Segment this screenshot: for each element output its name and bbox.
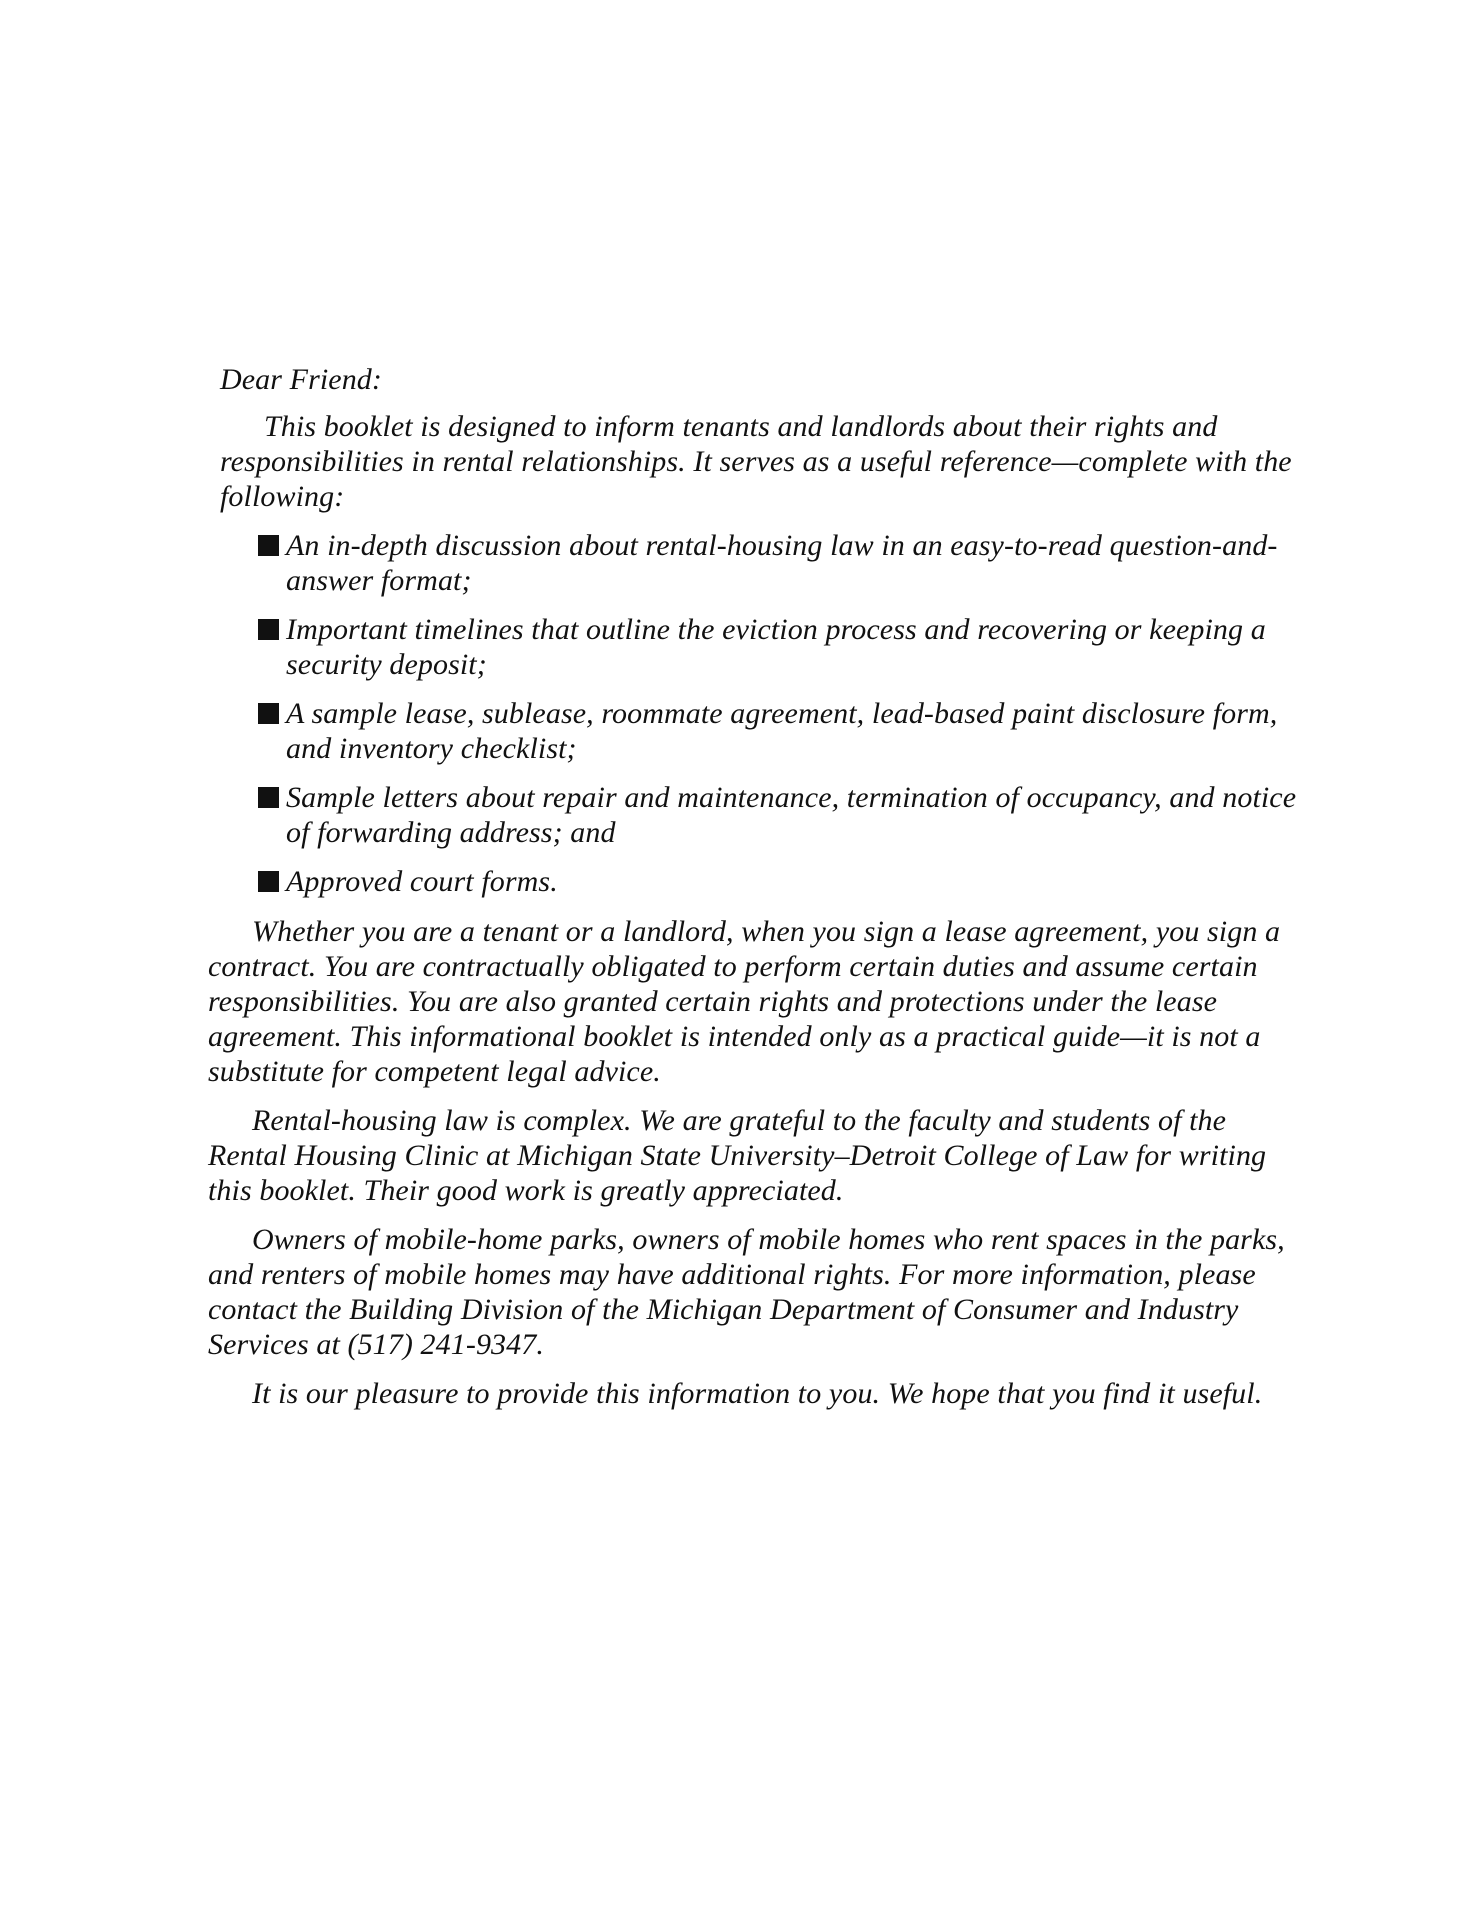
acknowledgement-paragraph: Rental-housing law is complex. We are grateful to the faculty and students of the Rental Housing Clinic at Michigan State University–Detroit College of Law for writing this booklet. Their good work is greatly appreciated. <box>208 1104 1267 1207</box>
list-item <box>258 612 1298 682</box>
square-bullet-icon <box>258 871 279 892</box>
list-item <box>258 528 1298 598</box>
square-bullet-icon <box>258 535 279 556</box>
letter-body <box>208 362 1298 1425</box>
list-item-text: A sample lease, sublease, roommate agreement, lead-based paint disclosure form, and inventory checklist; <box>286 697 1278 765</box>
list-item-text: Sample letters about repair and maintenance, termination of occupancy, and notice of forwarding address; and <box>286 781 1297 849</box>
list-item-text: An in-depth discussion about rental-housing law in an easy-to-read question-and-answer format; <box>286 529 1278 597</box>
square-bullet-icon <box>258 703 279 724</box>
list-item-text: Approved court forms. <box>286 865 558 898</box>
salutation: Dear Friend: <box>220 363 382 396</box>
lease-contract-paragraph: Whether you are a tenant or a landlord, when you sign a lease agreement, you sign a contract. You are contractually obligated to perform certain duties and assume certain responsibilities. You are also granted certain rights and protections under the lease agreement. This informational booklet is intended only as a practical guide—it is not a substitute for competent legal advice. <box>208 915 1281 1088</box>
list-item <box>258 696 1298 766</box>
list-item <box>258 780 1298 850</box>
feature-list <box>258 528 1298 899</box>
mobile-home-paragraph: Owners of mobile-home parks, owners of mobile homes who rent spaces in the parks, and renters of mobile homes may have additional rights. For more information, please contact the Building Division of the Michigan Department of Consumer and Industry Services at (517) 241-9347. <box>208 1223 1285 1361</box>
list-item <box>258 864 1298 899</box>
square-bullet-icon <box>258 787 279 808</box>
intro-paragraph: This booklet is designed to inform tenants and landlords about their rights and responsibilities in rental relationships. It serves as a useful reference—complete with the following: <box>220 410 1292 513</box>
list-item-text: Important timelines that outline the eviction process and recovering or keeping a security deposit; <box>286 613 1266 681</box>
closing-paragraph: It is our pleasure to provide this information to you. We hope that you find it useful. <box>252 1377 1263 1410</box>
square-bullet-icon <box>258 619 279 640</box>
